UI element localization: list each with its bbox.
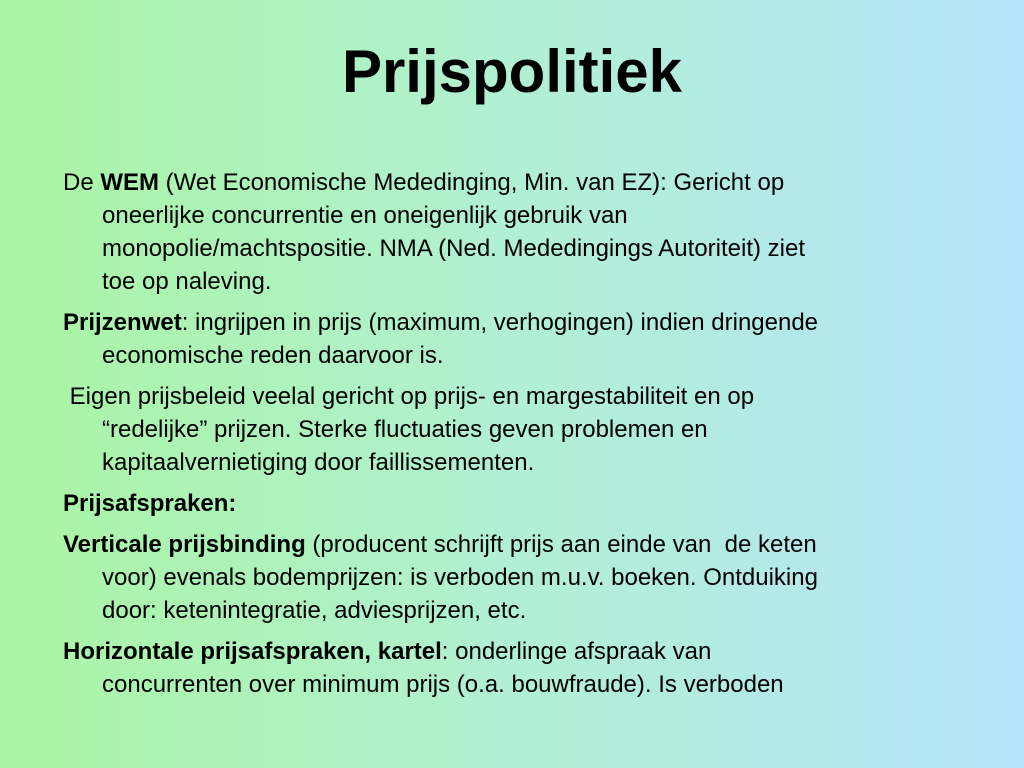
text-run: toe op naleving. xyxy=(102,268,272,295)
text-run: voor) evenals bodemprijzen: is verboden m.u.v. boeken. Ontduiking xyxy=(102,564,818,591)
text-run: monopolie/machtspositie. NMA (Ned. Mededingings Autoriteit) ziet xyxy=(102,235,806,262)
paragraph xyxy=(63,635,973,701)
text-run: concurrenten over minimum prijs (o.a. bouwfraude). Is verboden xyxy=(102,671,784,698)
text-run: door: ketenintegratie, adviesprijzen, etc. xyxy=(102,597,527,624)
paragraph xyxy=(63,487,973,520)
paragraph xyxy=(63,380,973,479)
text-run: oneerlijke concurrentie en oneigenlijk gebruik van xyxy=(102,202,628,229)
paragraph xyxy=(63,306,973,372)
text-run: “redelijke” prijzen. Sterke fluctuaties geven problemen en xyxy=(102,416,708,443)
text-run: economische reden daarvoor is. xyxy=(102,342,444,369)
text-run: De xyxy=(63,169,101,196)
paragraph xyxy=(63,166,973,298)
text-run: : ingrijpen in prijs (maximum, verhogingen) indien dringende xyxy=(181,309,819,336)
text-run: (Wet Economische Mededinging, Min. van EZ): Gericht op xyxy=(159,169,785,196)
text-run: Eigen prijsbeleid veelal gericht op prijs- en margestabiliteit en op xyxy=(63,383,755,410)
text-run: (producent schrijft prijs aan einde van de keten xyxy=(305,531,817,558)
slide-title: Prijspolitiek xyxy=(341,38,683,105)
bold-term: Verticale prijsbinding xyxy=(63,531,306,558)
bold-term: Horizontale prijsafspraken, kartel xyxy=(63,638,442,665)
bold-term: Prijzenwet xyxy=(63,309,182,336)
bold-term: Prijsafspraken: xyxy=(63,490,237,517)
paragraph xyxy=(63,528,973,627)
bold-term: WEM xyxy=(100,169,160,196)
text-run: kapitaalvernietiging door faillissementen. xyxy=(102,449,535,476)
slide-body xyxy=(63,166,973,709)
text-run: : onderlinge afspraak van xyxy=(441,638,712,665)
